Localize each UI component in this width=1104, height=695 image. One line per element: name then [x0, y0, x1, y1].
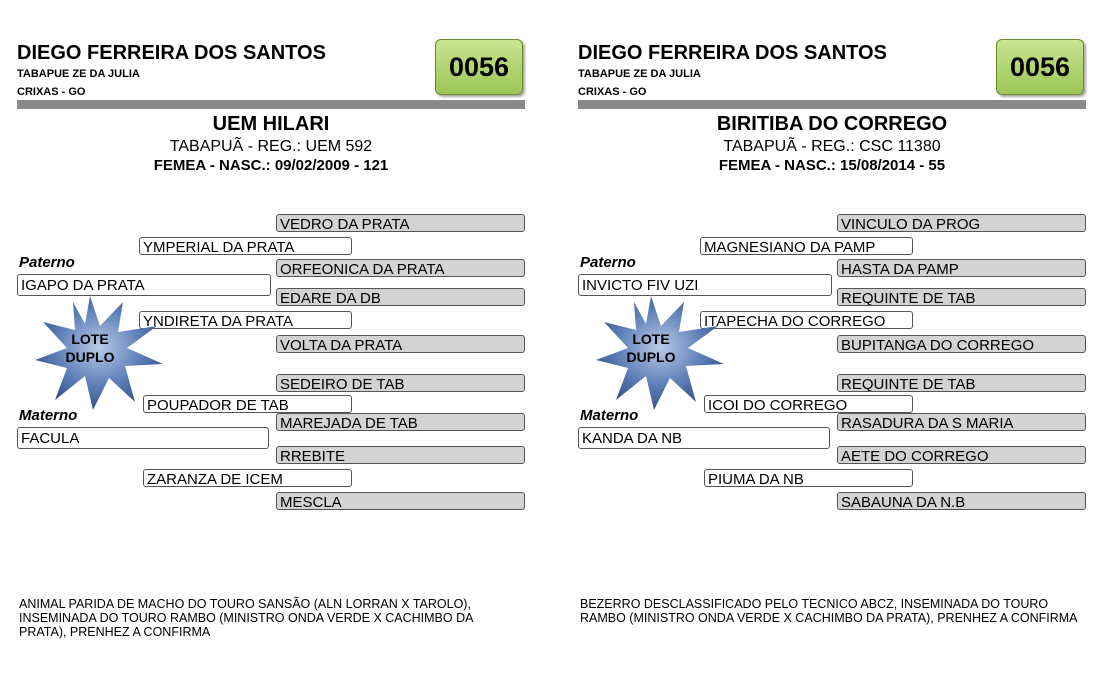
stamp-line-2: DUPLO	[65, 349, 115, 365]
animal-sex-birth: FEMEA - NASC.: 15/08/2014 - 55	[718, 157, 946, 174]
animal-name: UEM HILARI	[212, 113, 330, 135]
ggp-3: EDARE DA DB	[276, 288, 525, 306]
ggp-1: VINCULO DA PROG	[837, 214, 1086, 232]
header-divider	[17, 100, 525, 109]
ggp-2: ORFEONICA DA PRATA	[276, 259, 525, 277]
animal-name: BIRITIBA DO CORREGO	[716, 113, 948, 135]
father-name: INVICTO FIV UZI	[578, 274, 832, 296]
observation-text: ANIMAL PARIDA DE MACHO DO TOURO SANSÃO (ALN LORRAN X TAROLO), INSEMINADA DO TOURO RAMBO (MINISTRO ONDA VERDE X CACHIMBO DA PRATA), PRENHEZ A CONFIRMA	[19, 597, 473, 639]
header-divider	[578, 100, 1086, 109]
animal-card-right	[561, 0, 1104, 695]
farm-name: TABAPUE ZE DA JULIA	[578, 68, 701, 80]
ggp-2: HASTA DA PAMP	[837, 259, 1086, 277]
mother-dam: ZARANZA DE ICEM	[143, 469, 352, 487]
paterno-label: Paterno	[580, 254, 636, 271]
stamp-line-2: DUPLO	[626, 349, 676, 365]
lot-number-badge: 0056	[435, 39, 523, 95]
owner-name: DIEGO FERREIRA DOS SANTOS	[578, 42, 887, 64]
father-name: IGAPO DA PRATA	[17, 274, 271, 296]
materno-label: Materno	[19, 407, 78, 424]
stamp-line-1: LOTE	[632, 331, 670, 347]
owner-name: DIEGO FERREIRA DOS SANTOS	[17, 42, 326, 64]
father-sire: MAGNESIANO DA PAMP	[700, 237, 913, 255]
ggp-6: MAREJADA DE TAB	[276, 413, 525, 431]
lote-duplo-stamp	[596, 296, 724, 410]
ggp-7: AETE DO CORREGO	[837, 446, 1086, 464]
city-name: CRIXAS - GO	[578, 86, 647, 98]
stamp-line-1: LOTE	[71, 331, 109, 347]
ggp-4: VOLTA DA PRATA	[276, 335, 525, 353]
animal-registration: TABAPUÃ - REG.: UEM 592	[169, 138, 373, 155]
mother-sire: POUPADOR DE TAB	[143, 395, 352, 413]
mother-dam: PIUMA DA NB	[704, 469, 913, 487]
father-sire: YMPERIAL DA PRATA	[139, 237, 352, 255]
lot-number-badge: 0056	[996, 39, 1084, 95]
mother-name: FACULA	[17, 427, 269, 449]
city-name: CRIXAS - GO	[17, 86, 86, 98]
ggp-8: SABAUNA DA N.B	[837, 492, 1086, 510]
lote-duplo-stamp	[35, 296, 163, 410]
ggp-6: RASADURA DA S MARIA	[837, 413, 1086, 431]
father-dam: YNDIRETA DA PRATA	[139, 311, 352, 329]
ggp-7: RREBITE	[276, 446, 525, 464]
materno-label: Materno	[580, 407, 639, 424]
ggp-3: REQUINTE DE TAB	[837, 288, 1086, 306]
observation-text: BEZERRO DESCLASSIFICADO PELO TECNICO ABCZ, INSEMINADA DO TOURO RAMBO (MINISTRO ONDA VERDE X CACHIMBO DA PRATA), PRENHEZ A CONFIRMA	[580, 597, 1078, 625]
mother-sire: ICOI DO CORREGO	[704, 395, 913, 413]
ggp-4: BUPITANGA DO CORREGO	[837, 335, 1086, 353]
animal-registration: TABAPUÃ - REG.: CSC 11380	[723, 138, 941, 155]
paterno-label: Paterno	[19, 254, 75, 271]
ggp-5: REQUINTE DE TAB	[837, 374, 1086, 392]
farm-name: TABAPUE ZE DA JULIA	[17, 68, 140, 80]
ggp-5: SEDEIRO DE TAB	[276, 374, 525, 392]
animal-sex-birth: FEMEA - NASC.: 09/02/2009 - 121	[153, 157, 389, 174]
father-dam: ITAPECHA DO CORREGO	[700, 311, 913, 329]
ggp-8: MESCLA	[276, 492, 525, 510]
ggp-1: VEDRO DA PRATA	[276, 214, 525, 232]
mother-name: KANDA DA NB	[578, 427, 830, 449]
